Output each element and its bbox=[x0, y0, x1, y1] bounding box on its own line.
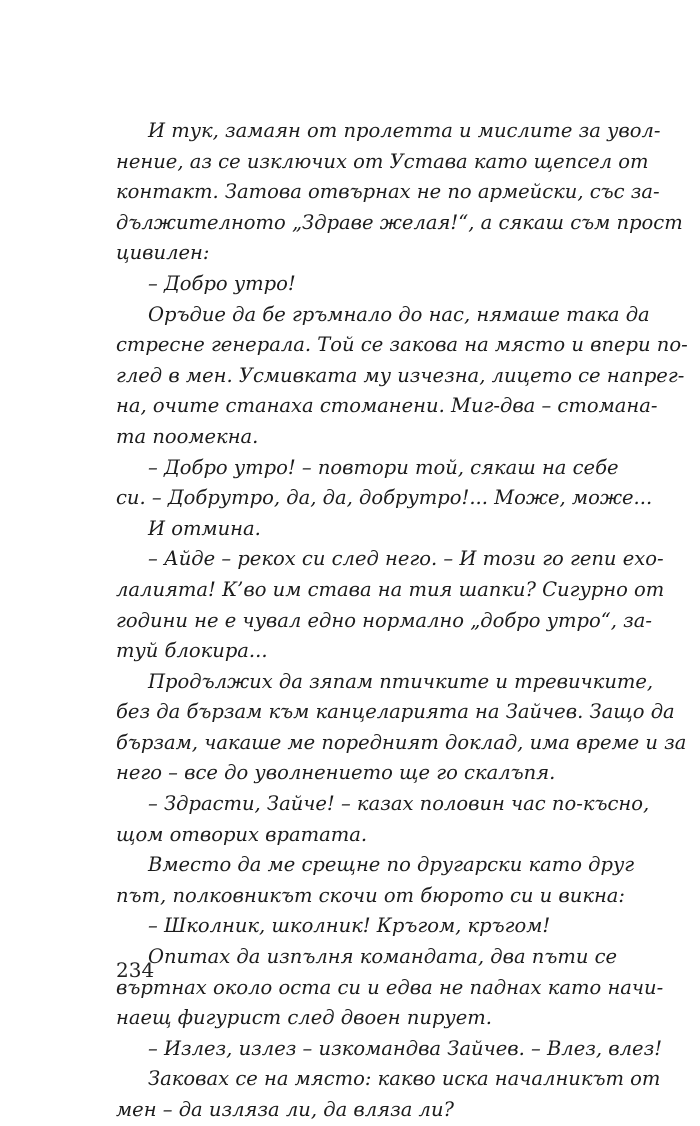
text-line: път, полковникът скочи от бюрото си и викна: bbox=[116, 883, 625, 907]
text-line: – Добро утро! – повтори той, сякаш на себе bbox=[148, 455, 619, 479]
text-line: щом отворих вратата. bbox=[116, 822, 368, 846]
text-line: И отмина. bbox=[148, 516, 261, 540]
text-line: контакт. Затова отвърнах не по армейски, със за- bbox=[116, 180, 660, 204]
text-line: него – все до уволнението ще го скалъпя. bbox=[116, 761, 556, 785]
text-line: без да бързам към канцеларията на Зайчев. Защо да bbox=[116, 700, 675, 724]
text-line: Заковах се на място: какво иска началникът от bbox=[148, 1067, 661, 1091]
text-line: – Здрасти, Зайче! – казах половин час по-късно, bbox=[148, 792, 650, 816]
text-line: бързам, чакаше ме поредният доклад, има време и за bbox=[116, 730, 687, 754]
text-line: – Излез, излез – изкомандва Зайчев. – Влез, влез! bbox=[148, 1036, 663, 1060]
text-line: та поомекна. bbox=[116, 424, 259, 448]
text-line: Опитах да изпълня командата, два пъти се bbox=[148, 945, 618, 969]
text-line: наещ фигурист след двоен пирует. bbox=[116, 1006, 492, 1030]
text-line: Оръдие да бе гръмнало до нас, нямаше така да bbox=[148, 302, 650, 326]
text-line: нение, аз се изключих от Устава като щепсел от bbox=[116, 149, 649, 173]
text-line: на, очите станаха стоманени. Миг-два – стомана- bbox=[116, 394, 658, 418]
text-line: – Добро утро! bbox=[148, 271, 296, 295]
text-line: стресне генерала. Той се закова на място и впери по- bbox=[116, 333, 688, 357]
text-line: – Школник, школник! Кръгом, кръгом! bbox=[148, 914, 551, 938]
body-text bbox=[116, 116, 688, 1126]
text-line: години не е чувал едно нормално „добро утро“, за- bbox=[116, 608, 652, 632]
text-line: глед в мен. Усмивката му изчезна, лицето се напрег- bbox=[116, 363, 685, 387]
text-line: И тук, замаян от пролетта и мислите за увол- bbox=[148, 119, 661, 142]
text-line: дължителното „Здраве желая!“, а сякаш съм прост bbox=[116, 210, 683, 234]
text-line: цивилен: bbox=[116, 241, 210, 265]
text-line: туй блокира... bbox=[116, 639, 268, 663]
text-line: Вместо да ме срещне по другарски като друг bbox=[148, 853, 635, 877]
text-line: – Айде – рекох си след него. – И този го гепи ехо- bbox=[148, 547, 664, 571]
text-line: лалията! К’во им става на тия шапки? Сигурно от bbox=[116, 577, 665, 601]
text-line: си. – Добрутро, да, да, добрутро!... Може, може... bbox=[116, 486, 653, 510]
page-number: 234 bbox=[116, 958, 155, 982]
text-line: Продължих да зяпам птичките и тревичките, bbox=[148, 669, 654, 693]
text-line: мен – да изляза ли, да вляза ли? bbox=[116, 1098, 454, 1121]
text-line: въртнах около оста си и едва не паднах като начи- bbox=[116, 975, 664, 999]
